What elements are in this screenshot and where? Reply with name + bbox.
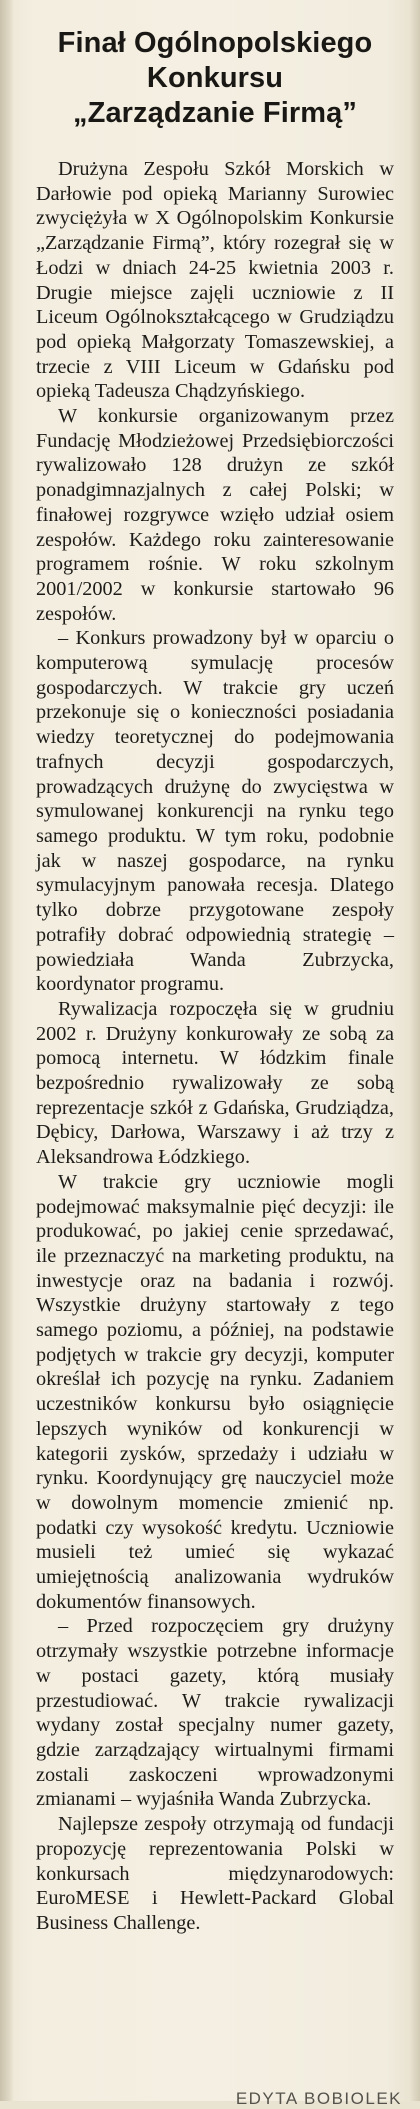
paper-edge-left: [0, 0, 14, 2101]
article-headline: [36, 26, 394, 131]
article-body: [36, 157, 394, 1936]
article-paragraph-1: Drużyna Zespołu Szkół Morskich w Darłowie pod opieką Marianny Surowiec zwyciężyła w X Ogólnopolskim Konkursie „Zarządzanie Firmą”, który rozegrał się w Łodzi w dniach 24-25 kwietnia 2003 r. Drugie miejsce zajęli uczniowie z II Liceum Ogólnokształcącego w Grudziądzu pod opieką Małgorzaty Tomaszewskiej, a trzecie z VIII Liceum w Gdańsku pod opieką Tadeusza Chądzyńskiego.: [36, 158, 394, 403]
article-paragraph-4: Rywalizacja rozpoczęła się w grudniu 2002 r. Drużyny konkurowały ze sobą za pomocą internetu. W łódzkim finale bezpośrednio rywalizowały ze sobą reprezentacje szkół z Gdańska, Grudziądza, Dębicy, Darłowa, Warszawy i aż trzy z Aleksandrowa Łódzkiego.: [36, 997, 394, 1169]
article-paragraph-2: W konkursie organizowanym przez Fundację Młodzieżowej Przedsiębiorczości rywalizowało 128 drużyn ze szkół ponadgimnazjalnych z całej Polski; w finałowej rozgrywce wzięło udział osiem zespołów. Każdego roku zainteresowanie programem rośnie. W roku szkolnym 2001/2002 w konkursie startowało 96 zespołów.: [36, 405, 394, 625]
article-paragraph-7: Najlepsze zespoły otrzymają od fundacji propozycję reprezentowania Polski w konkursach międzynarodowych: EuroMESE i Hewlett-Packard Global Business Challenge.: [36, 1813, 394, 1934]
headline-line-2: Konkursu: [146, 62, 284, 94]
article-paragraph-5: W trakcie gry uczniowie mogli podejmować maksymalnie pięć decyzji: ile produkować, po jakiej cenie sprzedawać, ile przeznaczyć na marketing produktu, na inwestycje oraz na badania i rozwój. Wszystkie drużyny startowały z tego samego poziomu, a później, na podstawie podjętych w trakcie gry decyzji, komputer określał ich pozycję na rynku. Zadaniem uczestników konkursu było osiągnięcie lepszych wyników od konkurencji w kategorii zysków, sprzedaży i udziału w rynku. Koordynujący grę nauczyciel może w dowolnym momencie zmienić np. podatki czy wysokość kredytu. Uczniowie musieli też umieć się wykazać umiejętnością analizowania wydruków dokumentów finansowych.: [36, 1170, 394, 1613]
author-byline: EDYTA BOBIOLEK: [235, 2089, 402, 2108]
headline-line-1: Finał Ogólnopolskiego: [57, 27, 373, 59]
article-paragraph-3: – Konkurs prowadzony był w oparciu o komputerową symulację procesów gospodarczych. W trakcie gry uczeń przekonuje się o konieczności posiadania wiedzy teoretycznej do podejmowania trafnych decyzji gospodarczych, prowadzących drużynę do zwycięstwa w symulowanej konkurencji na rynku tego samego produktu. W tym roku, podobnie jak w naszej gospodarce, na rynku symulacyjnym panowała recesja. Dlatego tylko dobrze przygotowane zespoły potrafiły dobrać odpowiednią strategię – powiedziała Wanda Zubrzycka, koordynator programu.: [36, 627, 394, 996]
paper-edge-right: [410, 0, 420, 2101]
headline-line-3: „Zarządzanie Firmą”: [73, 97, 357, 129]
article-paragraph-6: – Przed rozpoczęciem gry drużyny otrzymały wszystkie potrzebne informacje w postaci gazety, którą musiały przestudiować. W trakcie rywalizacji wydany został specjalny numer gazety, gdzie zarządzający wirtualnymi firmami zostali zaskoczeni wprowadzonymi zmianami – wyjaśniła Wanda Zubrzycka.: [36, 1615, 394, 1811]
